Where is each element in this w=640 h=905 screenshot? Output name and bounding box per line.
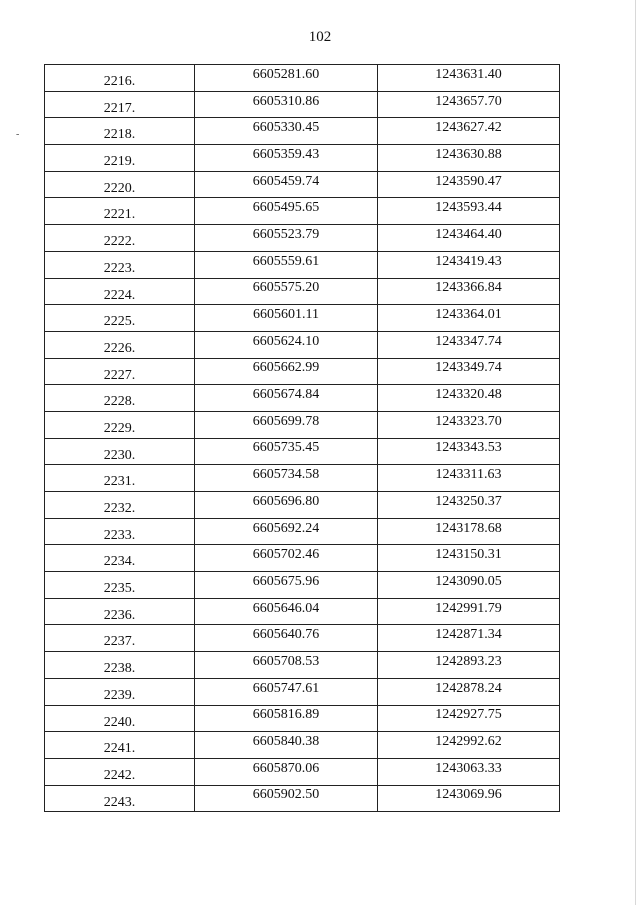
- y-coordinate-cell: 1243347.74: [378, 331, 560, 358]
- table-row: [45, 225, 560, 252]
- table-row: [45, 625, 560, 652]
- x-coordinate-cell: 6605330.45: [195, 118, 378, 145]
- table-row: [45, 91, 560, 118]
- y-coordinate-cell: 1243323.70: [378, 411, 560, 438]
- table-row: [45, 545, 560, 572]
- table-row: [45, 251, 560, 278]
- x-coordinate-cell: 6605747.61: [195, 678, 378, 705]
- y-coordinate-cell: 1243343.53: [378, 438, 560, 465]
- x-coordinate-cell: 6605281.60: [195, 65, 378, 92]
- x-coordinate-cell: 6605640.76: [195, 625, 378, 652]
- page-number: 102: [308, 29, 332, 45]
- x-coordinate-cell: 6605459.74: [195, 171, 378, 198]
- x-coordinate-cell: 6605675.96: [195, 572, 378, 599]
- point-number-cell: 2240.: [45, 705, 195, 732]
- point-number-cell: 2217.: [45, 91, 195, 118]
- y-coordinate-cell: 1243590.47: [378, 171, 560, 198]
- x-coordinate-cell: 6605699.78: [195, 411, 378, 438]
- y-coordinate-cell: 1243150.31: [378, 545, 560, 572]
- x-coordinate-cell: 6605902.50: [195, 785, 378, 812]
- x-coordinate-cell: 6605495.65: [195, 198, 378, 225]
- y-coordinate-cell: 1242878.24: [378, 678, 560, 705]
- point-number-cell: 2219.: [45, 145, 195, 172]
- point-number-cell: 2238.: [45, 652, 195, 679]
- y-coordinate-cell: 1243364.01: [378, 305, 560, 332]
- table-row: [45, 358, 560, 385]
- y-coordinate-cell: 1243627.42: [378, 118, 560, 145]
- y-coordinate-cell: 1243419.43: [378, 251, 560, 278]
- point-number-cell: 2231.: [45, 465, 195, 492]
- table-row: [45, 492, 560, 519]
- x-coordinate-cell: 6605735.45: [195, 438, 378, 465]
- y-coordinate-cell: 1242927.75: [378, 705, 560, 732]
- table-row: [45, 411, 560, 438]
- x-coordinate-cell: 6605646.04: [195, 598, 378, 625]
- point-number-cell: 2223.: [45, 251, 195, 278]
- table-row: [45, 278, 560, 305]
- point-number-cell: 2242.: [45, 758, 195, 785]
- table-row: [45, 438, 560, 465]
- x-coordinate-cell: 6605702.46: [195, 545, 378, 572]
- y-coordinate-cell: 1242991.79: [378, 598, 560, 625]
- point-number-cell: 2227.: [45, 358, 195, 385]
- x-coordinate-cell: 6605523.79: [195, 225, 378, 252]
- point-number-cell: 2220.: [45, 171, 195, 198]
- table-row: [45, 758, 560, 785]
- point-number-cell: 2230.: [45, 438, 195, 465]
- y-coordinate-cell: 1243320.48: [378, 385, 560, 412]
- point-number-cell: 2224.: [45, 278, 195, 305]
- table-row: [45, 198, 560, 225]
- y-coordinate-cell: 1243311.63: [378, 465, 560, 492]
- x-coordinate-cell: 6605310.86: [195, 91, 378, 118]
- table-row: [45, 118, 560, 145]
- y-coordinate-cell: 1243631.40: [378, 65, 560, 92]
- x-coordinate-cell: 6605662.99: [195, 358, 378, 385]
- x-coordinate-cell: 6605559.61: [195, 251, 378, 278]
- x-coordinate-cell: 6605624.10: [195, 331, 378, 358]
- point-number-cell: 2216.: [45, 65, 195, 92]
- page-edge-line: [635, 0, 636, 905]
- table-row: [45, 385, 560, 412]
- y-coordinate-cell: 1243069.96: [378, 785, 560, 812]
- table-row: [45, 705, 560, 732]
- x-coordinate-cell: 6605575.20: [195, 278, 378, 305]
- point-number-cell: 2232.: [45, 492, 195, 519]
- coordinates-table: [44, 64, 560, 812]
- point-number-cell: 2222.: [45, 225, 195, 252]
- point-number-cell: 2234.: [45, 545, 195, 572]
- y-coordinate-cell: 1243593.44: [378, 198, 560, 225]
- x-coordinate-cell: 6605601.11: [195, 305, 378, 332]
- y-coordinate-cell: 1243366.84: [378, 278, 560, 305]
- table-row: [45, 518, 560, 545]
- table-row: [45, 652, 560, 679]
- table-row: [45, 598, 560, 625]
- y-coordinate-cell: 1243657.70: [378, 91, 560, 118]
- point-number-cell: 2225.: [45, 305, 195, 332]
- y-coordinate-cell: 1243349.74: [378, 358, 560, 385]
- point-number-cell: 2236.: [45, 598, 195, 625]
- y-coordinate-cell: 1243063.33: [378, 758, 560, 785]
- x-coordinate-cell: 6605870.06: [195, 758, 378, 785]
- table-row: [45, 331, 560, 358]
- x-coordinate-cell: 6605674.84: [195, 385, 378, 412]
- y-coordinate-cell: 1243464.40: [378, 225, 560, 252]
- point-number-cell: 2237.: [45, 625, 195, 652]
- x-coordinate-cell: 6605696.80: [195, 492, 378, 519]
- y-coordinate-cell: 1242893.23: [378, 652, 560, 679]
- x-coordinate-cell: 6605359.43: [195, 145, 378, 172]
- table-row: [45, 145, 560, 172]
- y-coordinate-cell: 1243630.88: [378, 145, 560, 172]
- point-number-cell: 2239.: [45, 678, 195, 705]
- table-row: [45, 572, 560, 599]
- coordinates-table-body: [45, 65, 560, 812]
- point-number-cell: 2235.: [45, 572, 195, 599]
- x-coordinate-cell: 6605708.53: [195, 652, 378, 679]
- table-row: [45, 65, 560, 92]
- table-row: [45, 305, 560, 332]
- table-row: [45, 732, 560, 759]
- y-coordinate-cell: 1243250.37: [378, 492, 560, 519]
- point-number-cell: 2229.: [45, 411, 195, 438]
- point-number-cell: 2218.: [45, 118, 195, 145]
- x-coordinate-cell: 6605692.24: [195, 518, 378, 545]
- table-row: [45, 678, 560, 705]
- table-row: [45, 171, 560, 198]
- x-coordinate-cell: 6605734.58: [195, 465, 378, 492]
- x-coordinate-cell: 6605840.38: [195, 732, 378, 759]
- point-number-cell: 2226.: [45, 331, 195, 358]
- y-coordinate-cell: 1242992.62: [378, 732, 560, 759]
- point-number-cell: 2233.: [45, 518, 195, 545]
- point-number-cell: 2221.: [45, 198, 195, 225]
- y-coordinate-cell: 1243178.68: [378, 518, 560, 545]
- y-coordinate-cell: 1242871.34: [378, 625, 560, 652]
- table-row: [45, 465, 560, 492]
- scan-speck: -: [16, 129, 20, 140]
- x-coordinate-cell: 6605816.89: [195, 705, 378, 732]
- point-number-cell: 2243.: [45, 785, 195, 812]
- point-number-cell: 2228.: [45, 385, 195, 412]
- y-coordinate-cell: 1243090.05: [378, 572, 560, 599]
- table-row: [45, 785, 560, 812]
- point-number-cell: 2241.: [45, 732, 195, 759]
